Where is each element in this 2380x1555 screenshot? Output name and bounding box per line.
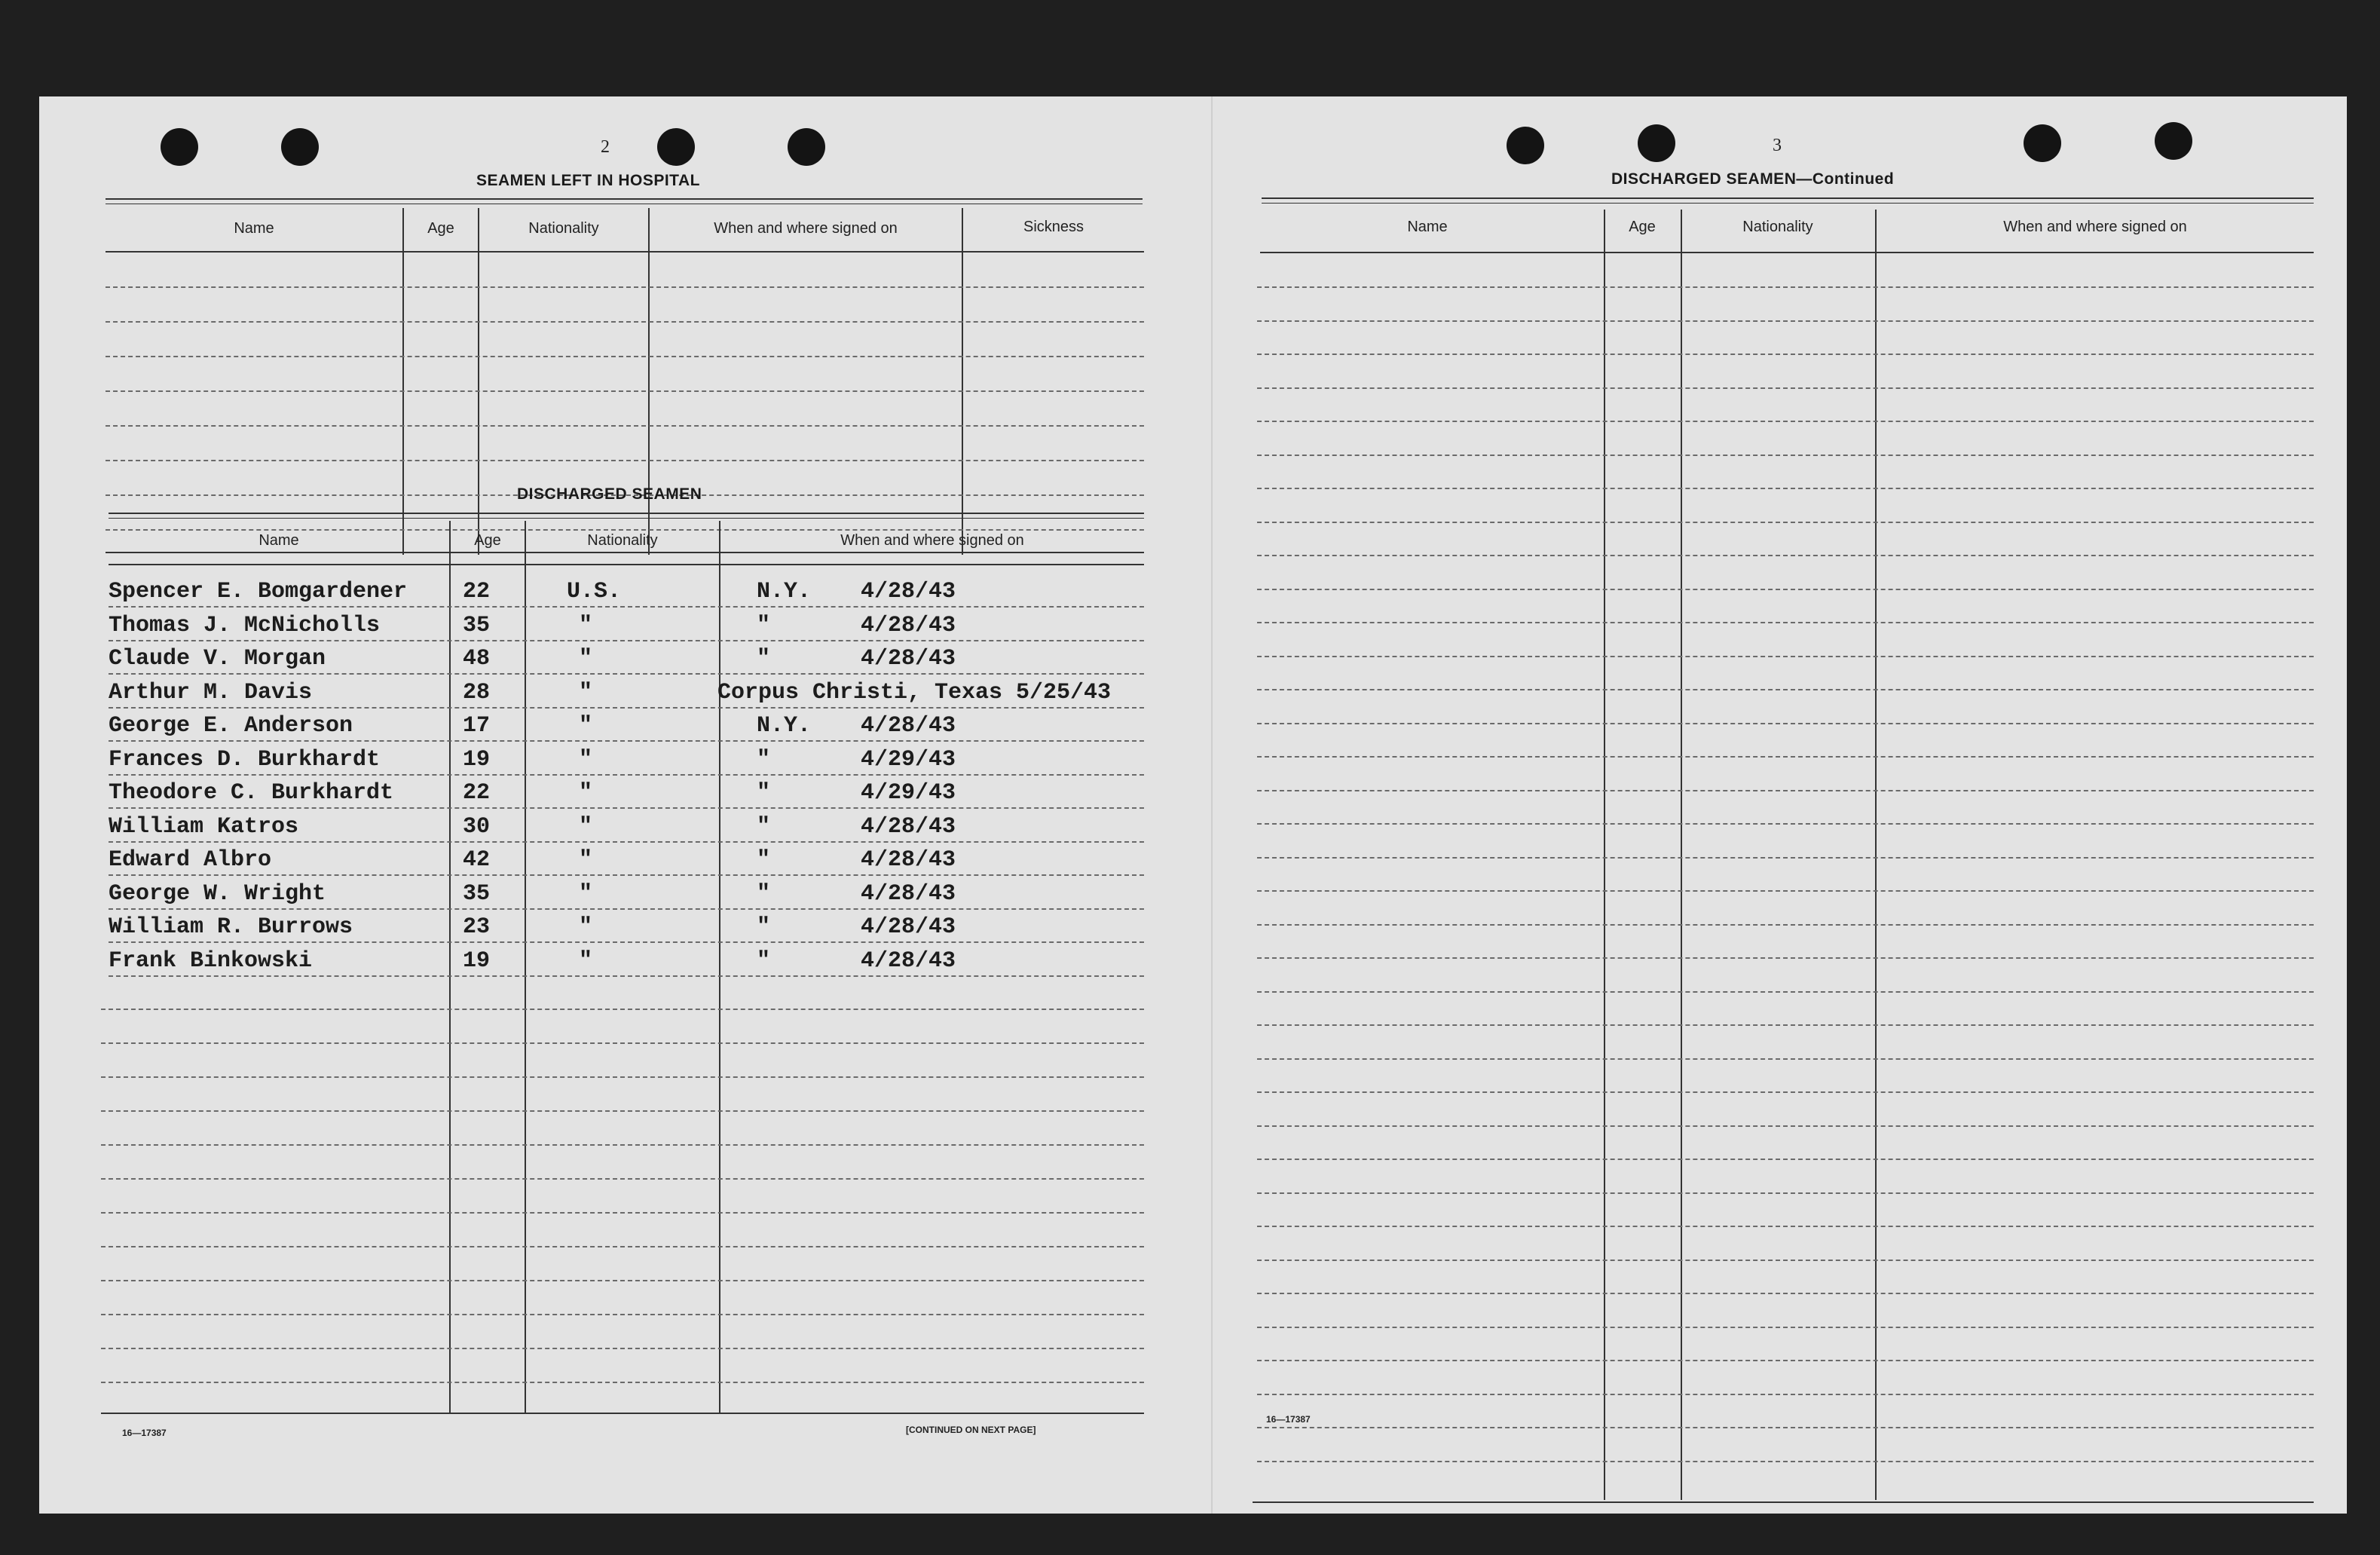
ruled-line <box>101 1382 1144 1383</box>
column-header-signed-on: When and where signed on <box>2003 219 2187 235</box>
ruled-line <box>109 606 1144 608</box>
ruled-line <box>1257 756 2314 758</box>
cell-nationality: " <box>579 747 593 773</box>
cell-name: George E. Anderson <box>109 713 353 739</box>
ruled-line <box>1257 1192 2314 1194</box>
ruled-line <box>101 1144 1144 1146</box>
cell-place: " <box>757 881 771 907</box>
cell-date: 4/28/43 <box>861 713 956 739</box>
cell-name: George W. Wright <box>109 881 326 907</box>
cell-place: Corpus Christi, Texas <box>717 680 1003 706</box>
cell-age: 22 <box>463 579 491 605</box>
ruled-line <box>109 975 1144 977</box>
ruled-line <box>1257 1461 2314 1462</box>
cell-place: N.Y. <box>757 713 812 739</box>
cell-nationality: " <box>579 780 593 806</box>
cell-date: 4/28/43 <box>861 579 956 605</box>
ruled-line <box>109 740 1144 742</box>
cell-place: " <box>757 613 771 638</box>
punch-hole <box>2024 124 2061 162</box>
ruled-line <box>101 1110 1144 1112</box>
punch-hole <box>161 128 198 166</box>
ruled-line <box>1257 1394 2314 1395</box>
ruled-line <box>106 390 1144 392</box>
ruled-line <box>101 1076 1144 1078</box>
ruled-line <box>1257 354 2314 355</box>
ruled-line <box>109 640 1144 641</box>
punch-hole <box>281 128 319 166</box>
discharged-bottom-rule <box>101 1413 1144 1414</box>
cell-place: " <box>757 646 771 672</box>
ruled-line <box>1257 957 2314 959</box>
punch-hole <box>2155 122 2192 160</box>
ruled-line <box>1257 320 2314 322</box>
column-header-nationality: Nationality <box>528 220 599 237</box>
ruled-line <box>1257 1327 2314 1328</box>
ruled-line <box>1257 1125 2314 1127</box>
cell-age: 17 <box>463 713 491 739</box>
column-header-nationality: Nationality <box>587 532 658 549</box>
cell-age: 48 <box>463 646 491 672</box>
cell-date: 4/28/43 <box>861 948 956 974</box>
ruled-line <box>1257 1159 2314 1160</box>
cell-date: 4/28/43 <box>861 613 956 638</box>
discharged-header-rule <box>109 513 1144 519</box>
ruled-line <box>101 1009 1144 1010</box>
column-divider <box>1875 210 1877 1500</box>
continued-note: [CONTINUED ON NEXT PAGE] <box>906 1425 1036 1435</box>
cell-age: 22 <box>463 780 491 806</box>
column-header-age: Age <box>427 220 454 237</box>
page-title <box>1611 170 1894 188</box>
ruled-line <box>1257 1024 2314 1026</box>
column-rule <box>1260 252 2314 253</box>
ruled-line <box>1257 1058 2314 1060</box>
cell-name: Arthur M. Davis <box>109 680 313 706</box>
cell-age: 42 <box>463 847 491 873</box>
column-header-name: Name <box>1407 219 1448 235</box>
cell-nationality: " <box>579 914 593 940</box>
cell-place: " <box>757 847 771 873</box>
ruled-line <box>1257 823 2314 825</box>
page-title-main: DISCHARGED SEAMEN <box>1611 170 1797 188</box>
cell-age: 23 <box>463 914 491 940</box>
ruled-line <box>109 941 1144 943</box>
cell-place: " <box>757 747 771 773</box>
header-rule <box>1262 197 2314 204</box>
cell-date: 4/28/43 <box>861 646 956 672</box>
discharged-section-title: DISCHARGED SEAMEN <box>517 485 702 503</box>
cell-place: " <box>757 780 771 806</box>
column-header-nationality: Nationality <box>1742 219 1813 235</box>
cell-name: William R. Burrows <box>109 914 353 940</box>
column-header-signed-on: When and where signed on <box>714 220 898 237</box>
cell-name: Frances D. Burkhardt <box>109 747 381 773</box>
cell-nationality: " <box>579 881 593 907</box>
cell-nationality: " <box>579 680 593 706</box>
cell-name: Spencer E. Bomgardener <box>109 579 408 605</box>
cell-place: " <box>757 914 771 940</box>
ruled-line <box>109 908 1144 910</box>
column-header-sickness: Sickness <box>1023 219 1084 235</box>
ruled-line <box>1257 1260 2314 1261</box>
cell-age: 35 <box>463 613 491 638</box>
ruled-line <box>1257 555 2314 556</box>
ruled-line <box>1257 387 2314 389</box>
cell-date: 4/28/43 <box>861 914 956 940</box>
punch-hole <box>1638 124 1675 162</box>
bottom-rule <box>1253 1501 2314 1503</box>
ruled-line <box>1257 286 2314 288</box>
ruled-line <box>1257 656 2314 657</box>
ruled-line <box>109 874 1144 876</box>
cell-age: 30 <box>463 814 491 840</box>
hospital-header-rule <box>106 198 1143 204</box>
cell-name: Frank Binkowski <box>109 948 313 974</box>
punch-hole <box>788 128 825 166</box>
cell-nationality: " <box>579 814 593 840</box>
column-header-name: Name <box>234 220 274 237</box>
cell-age: 28 <box>463 680 491 706</box>
ruled-line <box>1257 522 2314 523</box>
hospital-section-title: SEAMEN LEFT IN HOSPITAL <box>476 172 700 189</box>
cell-place: " <box>757 814 771 840</box>
cell-nationality: " <box>579 713 593 739</box>
ruled-line <box>1257 924 2314 926</box>
ruled-line <box>1257 589 2314 590</box>
ruled-line <box>101 1178 1144 1180</box>
ruled-line <box>1257 1091 2314 1093</box>
ruled-line <box>106 425 1144 427</box>
cell-age: 19 <box>463 948 491 974</box>
ruled-line <box>109 673 1144 675</box>
ruled-line <box>1257 455 2314 456</box>
ruled-line <box>106 529 1144 531</box>
column-divider <box>478 208 479 555</box>
ruled-line <box>109 841 1144 843</box>
ruled-line <box>1257 689 2314 690</box>
cell-name: Theodore C. Burkhardt <box>109 780 394 806</box>
column-header-age: Age <box>1629 219 1656 235</box>
page-number: 3 <box>1773 136 1782 155</box>
punch-hole <box>1507 127 1544 164</box>
column-divider <box>962 208 963 555</box>
cell-nationality: " <box>579 847 593 873</box>
ruled-line <box>101 1212 1144 1214</box>
cell-nationality: " <box>579 646 593 672</box>
cell-place: N.Y. <box>757 579 812 605</box>
cell-age: 19 <box>463 747 491 773</box>
page-number: 2 <box>601 137 610 157</box>
ruled-line <box>101 1280 1144 1281</box>
ruled-line <box>109 807 1144 809</box>
column-divider <box>402 208 404 555</box>
cell-name: William Katros <box>109 814 299 840</box>
ruled-line <box>101 1314 1144 1315</box>
column-header-age: Age <box>474 532 501 549</box>
ruled-line <box>1257 790 2314 791</box>
ruled-line <box>1257 622 2314 623</box>
ruled-line <box>106 321 1144 323</box>
cell-name: Thomas J. McNicholls <box>109 613 381 638</box>
ruled-line <box>1257 1226 2314 1227</box>
cell-name: Edward Albro <box>109 847 272 873</box>
page-fold <box>1211 96 1213 1514</box>
ruled-line <box>1257 723 2314 724</box>
ruled-line <box>1257 1293 2314 1294</box>
ruled-line <box>106 460 1144 461</box>
cell-date: 4/29/43 <box>861 780 956 806</box>
ruled-line <box>101 1348 1144 1349</box>
ruled-line <box>1257 421 2314 422</box>
column-header-signed-on: When and where signed on <box>840 532 1024 549</box>
column-header-name: Name <box>258 532 299 549</box>
ruled-line <box>101 1246 1144 1247</box>
ruled-line <box>1257 1427 2314 1428</box>
cell-date: 4/28/43 <box>861 881 956 907</box>
column-divider <box>1681 210 1682 1500</box>
form-number: 16—17387 <box>1266 1414 1311 1425</box>
hospital-column-rule <box>106 251 1144 253</box>
ruled-line <box>1257 890 2314 892</box>
cell-date: 4/29/43 <box>861 747 956 773</box>
ruled-line <box>1257 488 2314 489</box>
cell-age: 35 <box>463 881 491 907</box>
ruled-line <box>106 286 1144 288</box>
ruled-line <box>1257 991 2314 993</box>
cell-nationality: " <box>579 948 593 974</box>
ruled-line <box>109 774 1144 776</box>
form-number: 16—17387 <box>122 1428 167 1438</box>
column-divider <box>1604 210 1605 1500</box>
ruled-line <box>109 707 1144 709</box>
cell-date: 4/28/43 <box>861 847 956 873</box>
cell-date: 5/25/43 <box>1016 680 1112 706</box>
ruled-line <box>101 1042 1144 1044</box>
ruled-line <box>1257 857 2314 859</box>
cell-place: " <box>757 948 771 974</box>
document-sheet <box>39 96 2347 1514</box>
cell-date: 4/28/43 <box>861 814 956 840</box>
ruled-line <box>106 356 1144 357</box>
hospital-bottom-rule <box>106 552 1144 553</box>
cell-nationality: U.S. <box>567 579 622 605</box>
ruled-line <box>1257 1360 2314 1361</box>
discharged-column-rule <box>109 564 1144 565</box>
cell-nationality: " <box>579 613 593 638</box>
punch-hole <box>657 128 695 166</box>
page-title-suffix: —Continued <box>1796 170 1895 188</box>
cell-name: Claude V. Morgan <box>109 646 326 672</box>
